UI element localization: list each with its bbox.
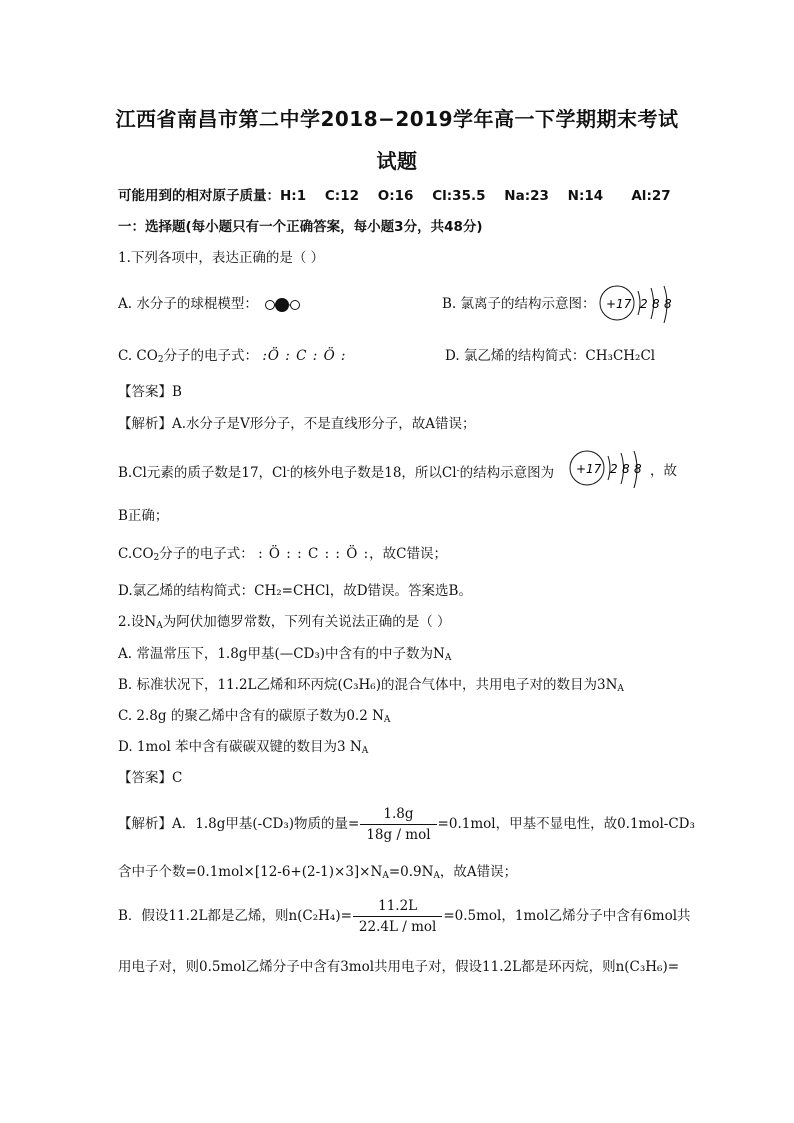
q2-option-a: A. 常温常压下，1.8g甲基(—CD₃)中含有的中子数为$N_A$ <box>118 646 452 663</box>
fraction-a: $\frac{1.8g}{\text{18g / mol}}$ <box>360 804 436 845</box>
document-title-line2: 试题 <box>376 149 418 173</box>
q1-option-b-text: B. 氯离子的结构示意图： <box>442 296 596 312</box>
q1-explanation-c: $C.CO_2$分子的电子式： : Ö : : C : : Ö :，故C错误； <box>118 546 448 563</box>
q2-explanation-b-line2: 用电子对，则0.5mol乙烯分子中含有3mol共用电子对，假设11.2L都是环丙烷，则n(C₃H₆)= <box>118 959 680 975</box>
q1-stem: 1.下列各项中，表达正确的是（ ） <box>118 250 325 266</box>
shell-2: 8 <box>652 297 660 311</box>
q1-explanation-b-end: ，故 <box>650 463 677 479</box>
q2-stem: 2.设$N_A$为阿伏加德罗常数，下列有关说法正确的是（ ） <box>118 614 451 631</box>
q1-explanation-b-line2: B正确； <box>118 508 169 524</box>
chloride-ion-structure-icon <box>598 283 678 329</box>
q1-answer: 【答案】B <box>118 384 182 400</box>
q2-explanation-b: B．假设11.2L都是乙烯，则n(C₂H₄)= $\frac{11.2L}{\text{22.4L / mol}}$ =0.5mol，1mol乙烯分子中含有6mol共 <box>118 898 691 935</box>
q2-explanation-a-line2: 含中子个数$=0.1mol\times[12-6+(2-1)\times 3]\times N_A=0.9N_A$，故A错误； <box>118 864 518 881</box>
q2-option-d: D. 1mol 苯中含有碳碳双键的数目为3 $N_A$ <box>118 739 369 756</box>
svg-text:8: 8 <box>634 462 642 476</box>
q2-explanation-a: 【解析】A．1.8g甲基(-CD₃)物质的量= $\frac{1.8g}{\text{18g / mol}}$ =0.1mol，甲基不显电性，故0.1mol-CD₃ <box>118 806 695 843</box>
section-heading: 一：选择题(每小题只有一个正确答案，每小题3分，共48分) <box>118 219 483 235</box>
nucleus-label: +17 <box>606 297 632 311</box>
atomic-mass-line <box>118 186 671 206</box>
water-ball-stick-model-icon <box>262 297 302 313</box>
chloride-ion-structure-icon-2 <box>568 448 648 494</box>
svg-text:2: 2 <box>610 462 618 476</box>
atomic-mass-values: H:1 C:12 O:16 Cl:35.5 Na:23 N:14 Al:27 <box>280 188 671 204</box>
q1-option-a-text: A. 水分子的球棍模型： <box>118 296 258 312</box>
svg-text:+17: +17 <box>576 462 602 476</box>
q1-explanation-d: D.氯乙烯的结构简式：CH₂=CHCl，故D错误。答案选B。 <box>118 583 472 599</box>
q2-option-b: B. 标准状况下，11.2L乙烯和环丙烷(C₃H₆)的混合气体中，共用电子对的数目为$3N_A$ <box>118 677 624 694</box>
shell-3: 8 <box>664 297 672 311</box>
co2-electron-formula-wrong: :Ö : C : Ö : <box>262 348 347 364</box>
svg-text:8: 8 <box>622 462 630 476</box>
co2-electron-formula-correct: : Ö : : C : : Ö : <box>258 546 370 562</box>
q1-option-b <box>442 294 596 314</box>
q1-option-a <box>118 294 302 314</box>
document-title: 江西省南昌市第二中学2018−2019学年高一下学期期末考试 <box>115 107 679 131</box>
q1-option-c: C. $CO_2$分子的电子式： :Ö : C : Ö : <box>118 348 347 365</box>
q1-explanation-a: 【解析】A.水分子是V形分子，不是直线形分子，故A错误； <box>118 416 476 432</box>
q1-option-d: D. 氯乙烯的结构简式：CH₃CH₂Cl <box>445 348 656 364</box>
q2-option-c: C. 2.8g 的聚乙烯中含有的碳原子数为0.2 $N_A$ <box>118 708 391 725</box>
q1-explanation-b: B.Cl元素的质子数是17，Cl-的核外电子数是18，所以Cl-的结构示意图为 <box>118 465 555 481</box>
shell-1: 2 <box>640 297 648 311</box>
q2-answer: 【答案】C <box>118 770 183 786</box>
atomic-mass-label: 可能用到的相对原子质量： <box>118 188 280 204</box>
fraction-b: $\frac{11.2L}{\text{22.4L / mol}}$ <box>353 896 442 937</box>
